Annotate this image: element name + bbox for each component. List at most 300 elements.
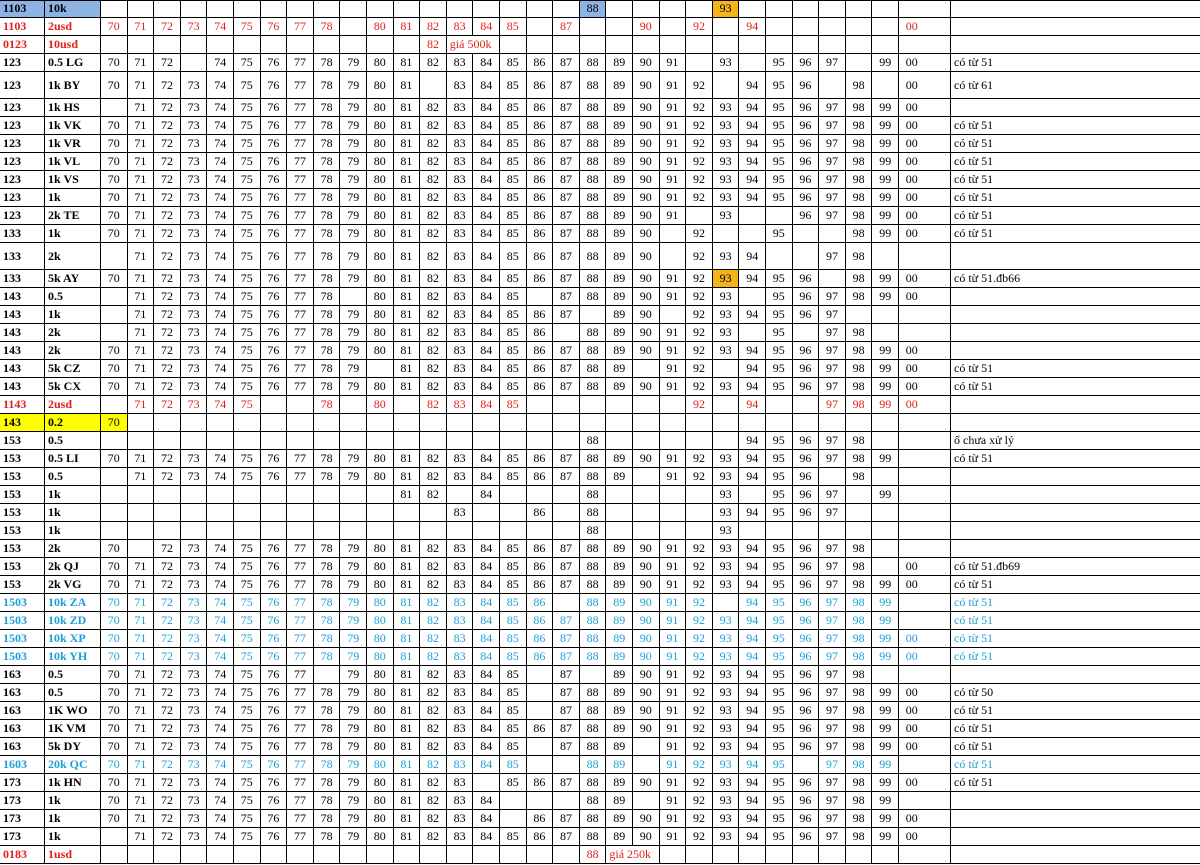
serial-99-cell: 99 [871, 207, 898, 224]
serial-93-cell: 93 [712, 189, 739, 206]
serial-74-cell: 74 [206, 684, 233, 701]
serial-75-cell: 75 [233, 720, 260, 737]
serial-90-cell [632, 738, 659, 755]
row-note: có từ 51 [950, 756, 1200, 773]
serial-91-cell: 91 [659, 594, 686, 611]
serial-73-cell: 73 [180, 360, 207, 377]
serial-80-cell: 80 [366, 594, 393, 611]
serial-86-cell [526, 702, 553, 719]
row-note: có từ 51 [950, 189, 1200, 206]
serial-94-cell: 94 [738, 828, 765, 845]
serial-87-cell [552, 522, 579, 539]
serial-78-cell [313, 522, 340, 539]
serial-87-cell: 87 [552, 171, 579, 188]
serial-91-cell: 91 [659, 117, 686, 134]
serial-89-cell: 89 [605, 225, 632, 242]
serial-77-cell: 77 [286, 117, 313, 134]
serial-00-cell: 00 [898, 738, 925, 755]
row-code: 173 [3, 793, 21, 807]
serial-88-cell: 88 [579, 486, 606, 503]
row-note: có từ 51 [950, 450, 1200, 467]
row-denomination: 5k DY [44, 738, 100, 755]
row-code: 153 [3, 469, 21, 483]
serial-74-cell [206, 0, 233, 17]
serial-74-cell: 74 [206, 225, 233, 242]
serial-81-cell: 81 [393, 54, 420, 71]
serial-72-cell: 72 [153, 243, 180, 269]
serial-92-cell: 92 [685, 828, 712, 845]
serial-85-cell: 85 [499, 756, 526, 773]
serial-73-cell [180, 846, 207, 863]
serial-75-cell: 75 [233, 171, 260, 188]
serial-80-cell: 80 [366, 288, 393, 305]
serial-84-cell: 84 [472, 324, 499, 341]
serial-88-cell: 88 [579, 630, 606, 647]
serial-86-cell: 86 [526, 324, 553, 341]
serial-82-cell: 82 [419, 18, 446, 35]
serial-80-cell [366, 486, 393, 503]
serial-76-cell: 76 [260, 378, 287, 395]
serial-88-cell: 88 [579, 594, 606, 611]
row-note: có từ 51 [950, 117, 1200, 134]
serial-77-cell: 77 [286, 720, 313, 737]
serial-74-cell: 74 [206, 540, 233, 557]
serial-96-cell: 96 [792, 288, 819, 305]
serial-74-cell [206, 36, 233, 53]
serial-88-cell: 88 [579, 0, 606, 17]
serial-94-cell [738, 54, 765, 71]
serial-76-cell: 76 [260, 648, 287, 665]
serial-99-cell: 99 [871, 810, 898, 827]
serial-79-cell [339, 504, 366, 521]
serial-79-cell: 79 [339, 207, 366, 224]
serial-96-cell: 96 [792, 612, 819, 629]
serial-99-cell: 99 [871, 738, 898, 755]
serial-91-cell: 91 [659, 540, 686, 557]
serial-97-cell [818, 414, 845, 431]
serial-71-cell: 71 [127, 171, 154, 188]
serial-89-cell: 89 [605, 756, 632, 773]
serial-79-cell: 79 [339, 306, 366, 323]
serial-87-cell: 87 [552, 288, 579, 305]
serial-71-cell [127, 414, 154, 431]
serial-80-cell: 80 [366, 342, 393, 359]
serial-00-cell [898, 846, 925, 863]
serial-91-cell [659, 414, 686, 431]
serial-98-cell: 98 [845, 99, 872, 116]
serial-81-cell [393, 396, 420, 413]
serial-92-cell [685, 486, 712, 503]
serial-96-cell: 96 [792, 450, 819, 467]
serial-90-cell: 90 [632, 720, 659, 737]
row-note: có từ 51 [950, 153, 1200, 170]
serial-75-cell: 75 [233, 738, 260, 755]
serial-77-cell: 77 [286, 810, 313, 827]
table-row [0, 558, 1200, 576]
serial-97-cell: 97 [818, 774, 845, 791]
serial-72-cell [153, 414, 180, 431]
serial-83-cell: 83 [446, 450, 473, 467]
serial-70-cell: 70 [100, 207, 127, 224]
table-row [0, 504, 1200, 522]
serial-89-cell: 89 [605, 720, 632, 737]
table-row [0, 414, 1200, 432]
serial-91-cell: 91 [659, 468, 686, 485]
row-denomination: 2k [44, 243, 100, 269]
serial-86-cell: 86 [526, 504, 553, 521]
row-note [950, 18, 1200, 35]
serial-72-cell: 72 [153, 396, 180, 413]
serial-74-cell [206, 486, 233, 503]
serial-88-cell: 88 [579, 810, 606, 827]
serial-96-cell: 96 [792, 738, 819, 755]
serial-76-cell [260, 0, 287, 17]
serial-94-cell: 94 [738, 594, 765, 611]
serial-85-cell: 85 [499, 612, 526, 629]
serial-97-cell: 97 [818, 576, 845, 593]
row-note [950, 522, 1200, 539]
serial-75-cell [233, 504, 260, 521]
serial-94-cell: 94 [738, 117, 765, 134]
serial-96-cell [792, 522, 819, 539]
serial-96-cell: 96 [792, 792, 819, 809]
serial-78-cell [313, 414, 340, 431]
serial-70-cell [100, 432, 127, 449]
serial-00-cell: 00 [898, 270, 925, 287]
serial-87-cell: 87 [552, 648, 579, 665]
serial-77-cell: 77 [286, 243, 313, 269]
serial-88-cell: 88 [579, 684, 606, 701]
serial-80-cell: 80 [366, 171, 393, 188]
serial-70-cell: 70 [100, 360, 127, 377]
serial-78-cell: 78 [313, 810, 340, 827]
serial-00-cell: 00 [898, 360, 925, 377]
serial-86-cell: 86 [526, 207, 553, 224]
serial-92-cell [685, 504, 712, 521]
serial-98-cell: 98 [845, 720, 872, 737]
serial-80-cell [366, 432, 393, 449]
serial-72-cell: 72 [153, 378, 180, 395]
serial-87-cell [552, 324, 579, 341]
table-row [0, 0, 1200, 18]
serial-73-cell [180, 36, 207, 53]
serial-00-cell [898, 522, 925, 539]
row-note [950, 828, 1200, 845]
serial-99-cell: 99 [871, 648, 898, 665]
serial-74-cell: 74 [206, 342, 233, 359]
serial-81-cell: 81 [393, 288, 420, 305]
serial-96-cell: 96 [792, 207, 819, 224]
table-row [0, 630, 1200, 648]
serial-71-cell: 71 [127, 18, 154, 35]
serial-82-cell: 82 [419, 630, 446, 647]
serial-98-cell: 98 [845, 738, 872, 755]
serial-73-cell: 73 [180, 792, 207, 809]
serial-82-cell [419, 414, 446, 431]
serial-96-cell [792, 414, 819, 431]
serial-87-cell: 87 [552, 630, 579, 647]
serial-83-cell: 83 [446, 117, 473, 134]
serial-95-cell: 95 [765, 486, 792, 503]
serial-99-cell: 99 [871, 756, 898, 773]
serial-92-cell: 92 [685, 324, 712, 341]
serial-83-cell: 83 [446, 171, 473, 188]
serial-70-cell: 70 [100, 612, 127, 629]
serial-74-cell: 74 [206, 396, 233, 413]
row-note [950, 792, 1200, 809]
serial-98-cell: 98 [845, 324, 872, 341]
serial-77-cell: 77 [286, 684, 313, 701]
serial-77-cell [286, 486, 313, 503]
row-denomination: 2k [44, 540, 100, 557]
serial-77-cell [286, 504, 313, 521]
row-note: có từ 51 [950, 738, 1200, 755]
table-row [0, 576, 1200, 594]
row-code: 163 [3, 685, 21, 699]
serial-90-cell: 90 [632, 666, 659, 683]
serial-74-cell: 74 [206, 828, 233, 845]
serial-95-cell: 95 [765, 720, 792, 737]
serial-89-cell: 89 [605, 738, 632, 755]
serial-76-cell [260, 846, 287, 863]
serial-96-cell: 96 [792, 774, 819, 791]
serial-84-cell: 84 [472, 117, 499, 134]
serial-92-cell: 92 [685, 153, 712, 170]
serial-00-cell: 00 [898, 576, 925, 593]
serial-99-cell: 99 [871, 612, 898, 629]
serial-86-cell: 86 [526, 243, 553, 269]
serial-71-cell [127, 846, 154, 863]
serial-99-cell [871, 414, 898, 431]
serial-94-cell: 94 [738, 810, 765, 827]
serial-87-cell: 87 [552, 342, 579, 359]
serial-00-cell: 00 [898, 378, 925, 395]
serial-94-cell: 94 [738, 684, 765, 701]
serial-93-cell [712, 432, 739, 449]
row-code: 173 [3, 775, 21, 789]
serial-90-cell: 90 [632, 342, 659, 359]
serial-95-cell [765, 36, 792, 53]
serial-88-cell [579, 666, 606, 683]
serial-92-cell: 92 [685, 117, 712, 134]
serial-81-cell: 81 [393, 810, 420, 827]
serial-74-cell [206, 504, 233, 521]
serial-78-cell: 78 [313, 594, 340, 611]
serial-93-cell: 93 [712, 324, 739, 341]
serial-77-cell: 77 [286, 99, 313, 116]
serial-70-cell: 70 [100, 117, 127, 134]
row-code: 123 [3, 154, 21, 168]
serial-92-cell: 92 [685, 576, 712, 593]
serial-73-cell: 73 [180, 189, 207, 206]
serial-92-cell: 92 [685, 135, 712, 152]
serial-91-cell: 91 [659, 99, 686, 116]
serial-81-cell: 81 [393, 540, 420, 557]
serial-89-cell [605, 36, 632, 53]
serial-84-cell: 84 [472, 684, 499, 701]
serial-93-cell: 93 [712, 558, 739, 575]
row-code: 123 [3, 208, 21, 222]
serial-72-cell: 72 [153, 117, 180, 134]
serial-95-cell: 95 [765, 594, 792, 611]
serial-87-cell: 87 [552, 18, 579, 35]
serial-98-cell: 98 [845, 774, 872, 791]
serial-96-cell [792, 324, 819, 341]
serial-00-cell: 00 [898, 135, 925, 152]
serial-90-cell: 90 [632, 288, 659, 305]
serial-96-cell [792, 396, 819, 413]
serial-73-cell: 73 [180, 306, 207, 323]
serial-95-cell: 95 [765, 288, 792, 305]
serial-72-cell: 72 [153, 306, 180, 323]
serial-81-cell: 81 [393, 324, 420, 341]
serial-91-cell [659, 243, 686, 269]
serial-95-cell: 95 [765, 72, 792, 98]
serial-90-cell: 90 [632, 225, 659, 242]
serial-90-cell: 90 [632, 450, 659, 467]
serial-90-cell [632, 522, 659, 539]
serial-87-cell: 87 [552, 189, 579, 206]
serial-71-cell [127, 0, 154, 17]
serial-92-cell: 92 [685, 720, 712, 737]
serial-88-cell: 88 [579, 738, 606, 755]
serial-91-cell: 91 [659, 324, 686, 341]
serial-79-cell: 79 [339, 189, 366, 206]
serial-00-cell: 00 [898, 288, 925, 305]
serial-98-cell [845, 306, 872, 323]
serial-92-cell: 92 [685, 189, 712, 206]
serial-92-cell [685, 36, 712, 53]
serial-78-cell [313, 36, 340, 53]
serial-71-cell: 71 [127, 324, 154, 341]
row-note: có từ 61 [950, 72, 1200, 98]
row-note: có từ 51 [950, 378, 1200, 395]
serial-77-cell: 77 [286, 171, 313, 188]
serial-98-cell: 98 [845, 648, 872, 665]
serial-70-cell: 70 [100, 18, 127, 35]
serial-77-cell: 77 [286, 468, 313, 485]
row-note [950, 324, 1200, 341]
serial-92-cell: 92 [685, 810, 712, 827]
serial-88-cell: 88 [579, 468, 606, 485]
serial-99-cell: 99 [871, 378, 898, 395]
serial-91-cell [659, 486, 686, 503]
serial-72-cell: 72 [153, 468, 180, 485]
serial-78-cell: 78 [313, 153, 340, 170]
serial-79-cell: 79 [339, 540, 366, 557]
serial-89-cell: 89 [605, 792, 632, 809]
serial-90-cell: 90 [632, 324, 659, 341]
serial-83-cell: 83 [446, 684, 473, 701]
table-row [0, 540, 1200, 558]
serial-77-cell [286, 396, 313, 413]
serial-78-cell [313, 504, 340, 521]
serial-73-cell: 73 [180, 756, 207, 773]
serial-87-cell [552, 594, 579, 611]
serial-86-cell: 86 [526, 342, 553, 359]
serial-77-cell: 77 [286, 594, 313, 611]
serial-97-cell [818, 846, 845, 863]
serial-91-cell: 91 [659, 189, 686, 206]
serial-71-cell: 71 [127, 630, 154, 647]
serial-75-cell: 75 [233, 630, 260, 647]
serial-76-cell: 76 [260, 54, 287, 71]
serial-73-cell: 73 [180, 702, 207, 719]
serial-86-cell: 86 [526, 189, 553, 206]
serial-95-cell: 95 [765, 189, 792, 206]
serial-88-cell: 88 [579, 432, 606, 449]
serial-89-cell: 89 [605, 342, 632, 359]
serial-75-cell [233, 36, 260, 53]
serial-88-cell: 88 [579, 117, 606, 134]
serial-93-cell: 93 [712, 153, 739, 170]
serial-89-cell: 89 [605, 306, 632, 323]
serial-71-cell: 71 [127, 684, 154, 701]
serial-73-cell: 73 [180, 270, 207, 287]
serial-81-cell: 81 [393, 486, 420, 503]
serial-71-cell [127, 522, 154, 539]
serial-80-cell: 80 [366, 810, 393, 827]
row-note [950, 414, 1200, 431]
serial-99-cell [871, 666, 898, 683]
serial-87-cell: 87 [552, 450, 579, 467]
serial-75-cell: 75 [233, 774, 260, 791]
serial-74-cell: 74 [206, 378, 233, 395]
serial-74-cell: 74 [206, 558, 233, 575]
serial-85-cell: 85 [499, 828, 526, 845]
row-note [950, 540, 1200, 557]
serial-73-cell: 73 [180, 828, 207, 845]
serial-90-cell: 90 [632, 684, 659, 701]
serial-97-cell: 97 [818, 189, 845, 206]
table-row [0, 594, 1200, 612]
serial-98-cell: 98 [845, 612, 872, 629]
serial-85-cell [499, 36, 526, 53]
serial-79-cell: 79 [339, 378, 366, 395]
serial-81-cell: 81 [393, 270, 420, 287]
serial-98-cell: 98 [845, 171, 872, 188]
row-denomination: 1k [44, 828, 100, 845]
serial-72-cell: 72 [153, 594, 180, 611]
serial-89-cell: 89 [605, 171, 632, 188]
serial-75-cell [233, 0, 260, 17]
serial-93-cell: 93 [712, 666, 739, 683]
row-denomination: 2k VG [44, 576, 100, 593]
serial-82-cell: 82 [419, 594, 446, 611]
serial-92-cell: 92 [685, 171, 712, 188]
serial-96-cell [792, 225, 819, 242]
serial-73-cell: 73 [180, 324, 207, 341]
serial-00-cell: 00 [898, 72, 925, 98]
serial-00-cell [898, 792, 925, 809]
serial-81-cell: 81 [393, 684, 420, 701]
row-code: 153 [3, 451, 21, 465]
serial-92-cell [685, 846, 712, 863]
table-row [0, 792, 1200, 810]
row-code: 173 [3, 829, 21, 843]
serial-85-cell [499, 810, 526, 827]
row-denomination: 2usd [44, 396, 100, 413]
serial-97-cell: 97 [818, 540, 845, 557]
serial-85-cell: 85 [499, 288, 526, 305]
serial-84-cell: 84 [472, 189, 499, 206]
serial-84-cell [472, 0, 499, 17]
serial-79-cell: 79 [339, 243, 366, 269]
serial-99-cell [871, 36, 898, 53]
serial-70-cell [100, 288, 127, 305]
serial-80-cell: 80 [366, 792, 393, 809]
row-note [950, 243, 1200, 269]
